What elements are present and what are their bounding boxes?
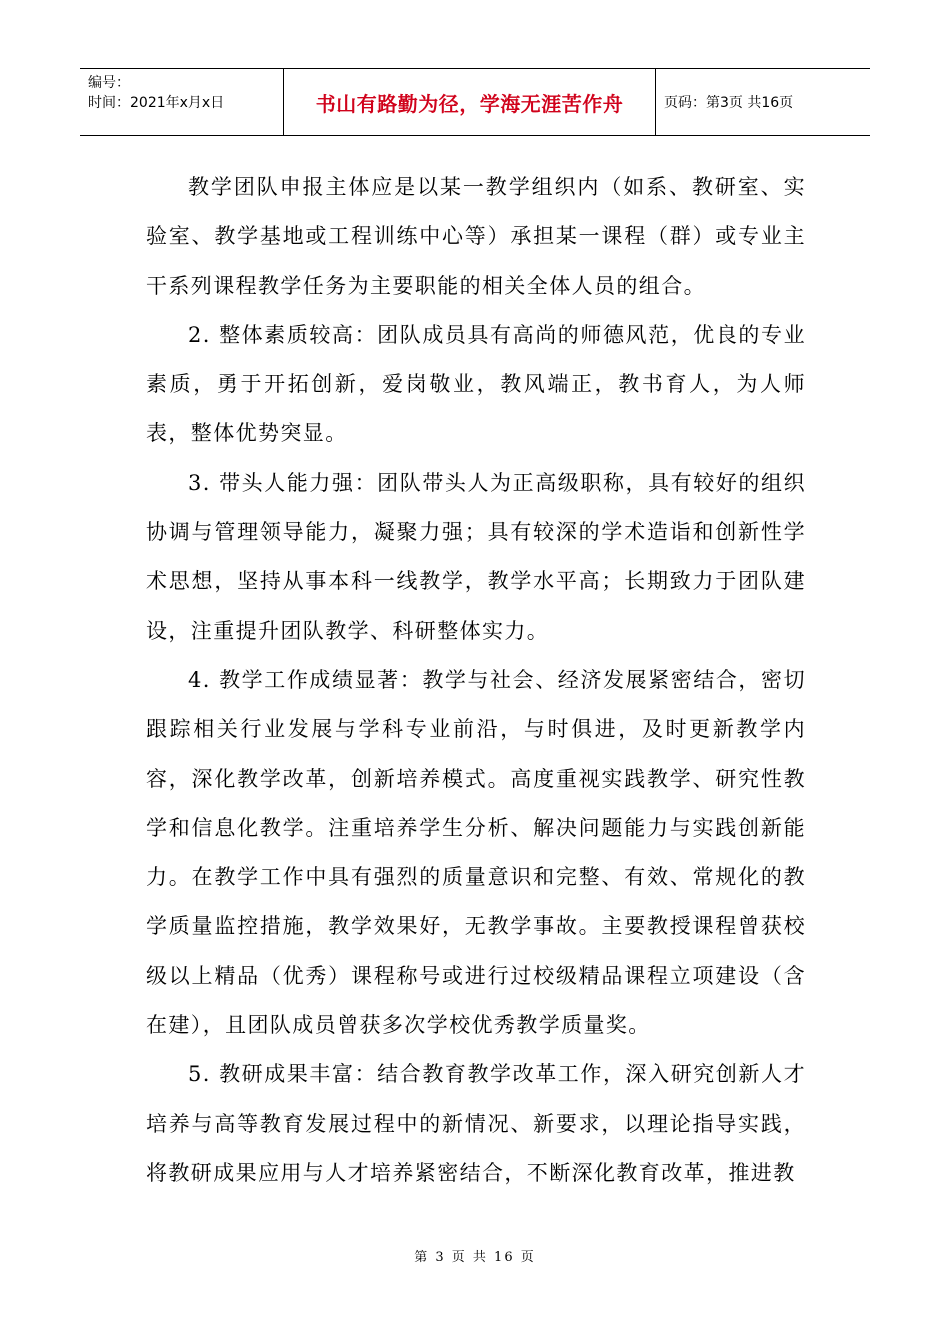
paragraph: 3. 带头人能力强：团队带头人为正高级职称，具有较好的组织协调与管理领导能力，凝聚力强；具有较深的学术造诣和创新性学术思想，坚持从事本科一线教学，教学水平高；长期致力于团队建设，注重提升团队教学、科研整体实力。 [146, 470, 806, 643]
document-time-label: 时间：2021年x月x日 [88, 95, 225, 111]
header-page-info: 页码：第3页 共16页 [664, 95, 794, 111]
header-motto: 书山有路勤为径，学海无涯苦作舟 [284, 69, 656, 135]
paragraph: 5. 教研成果丰富：结合教育教学改革工作，深入研究创新人才培养与高等教育发展过程中的新情况、新要求，以理论指导实践，将教研成果应用与人才培养紧密结合，不断深化教育改革，推进教 [146, 1062, 806, 1185]
paragraph: 2. 整体素质较高：团队成员具有高尚的师德风范，优良的专业素质，勇于开拓创新，爱岗敬业，教风端正，教书育人，为人师表，整体优势突显。 [146, 322, 806, 446]
paragraph: 教学团队申报主体应是以某一教学组织内（如系、教研室、实验室、教学基地或工程训练中心等）承担某一课程（群）或专业主干系列课程教学任务为主要职能的相关全体人员的组合。 [146, 175, 806, 298]
page-footer: 第 3 页 共 16 页 [414, 1250, 536, 1265]
header-meta [80, 69, 284, 135]
paragraph: 4. 教学工作成绩显著：教学与社会、经济发展紧密结合，密切跟踪相关行业发展与学科专业前沿，与时俱进，及时更新教学内容，深化教学改革，创新培养模式。高度重视实践教学、研究性教学和信息化教学。注重培养学生分析、解决问题能力与实践创新能力。在教学工作中具有强烈的质量意识和完整、有效、常规化的教学质量监控措施，教学效果好，无教学事故。主要教授课程曾获校级以上精品（优秀）课程称号或进行过校级精品课程立项建设（含在建），且团队成员曾获多次学校优秀教学质量奖。 [146, 667, 806, 1038]
page-header [80, 68, 870, 136]
document-number-label: 编号： [88, 75, 130, 91]
document-body [146, 163, 806, 1198]
